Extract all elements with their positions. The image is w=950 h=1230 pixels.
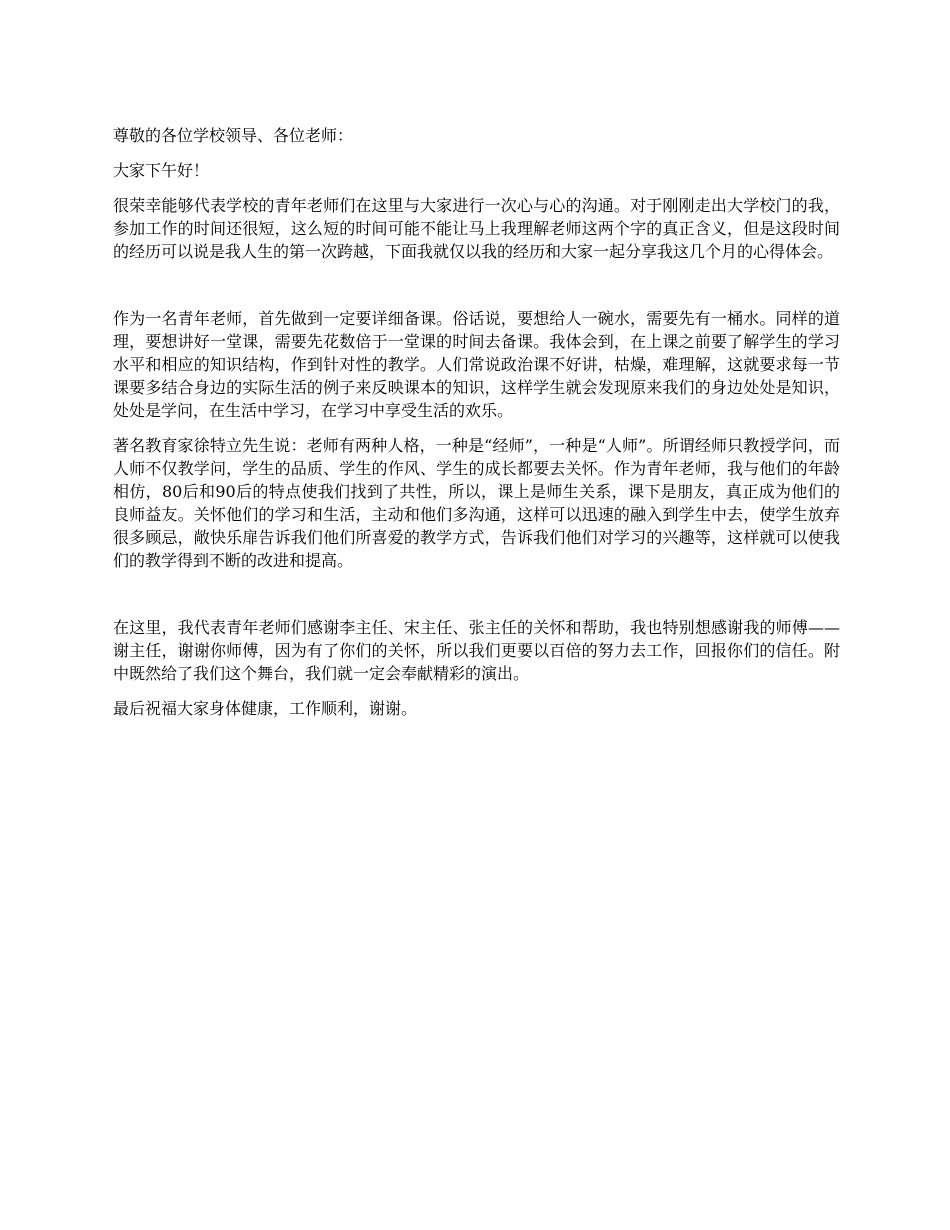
salutation: 尊敬的各位学校领导、各位老师： xyxy=(113,126,354,145)
paragraph-thanks: 在这里，我代表青年老师们感谢李主任、宋主任、张主任的关怀和帮助，我也特别想感谢我的师傅——谢主任，谢谢你师傅，因为有了你们的关怀，所以我们更要以百倍的努力去工作，回报你们的信任。附中既然给了我们这个舞台，我们就一定会奉献精彩的演出。 xyxy=(113,618,840,683)
greeting: 大家下午好！ xyxy=(113,161,210,180)
paragraph-teacher-roles: 著名教育家徐特立先生说：老师有两种人格，一种是“经师”，一种是“人师”。所谓经师只教授学问，而人师不仅教学问，学生的品质、学生的作风、学生的成长都要去关怀。作为青年老师，我与他们的年龄相仿，80后和90后的特点使我们找到了共性，所以，课上是师生关系，课下是朋友，真正成为他们的良师益友。关怀他们的学习和生活，主动和他们多沟通，这样可以迅速的融入到学生中去，使学生放弃很多顾忌，敞快乐扉告诉我们他们所喜爱的教学方式，告诉我们他们对学习的兴趣等，这样就可以使我们的教学得到不断的改进和提高。 xyxy=(113,436,840,570)
closing: 最后祝福大家身体健康，工作顺利，谢谢。 xyxy=(113,699,418,718)
paragraph-lesson-preparation: 作为一名青年老师，首先做到一定要详细备课。俗话说，要想给人一碗水，需要先有一桶水。同样的道理，要想讲好一堂课，需要先花数倍于一堂课的时间去备课。我体会到，在上课之前要了解学生的学习水平和相应的知识结构，作到针对性的教学。人们常说政治课不好讲，枯燥，难理解，这就要求每一节课要多结合身边的实际生活的例子来反映课本的知识，这样学生就会发现原来我们的身边处处是知识，处处是学问，在生活中学习，在学习中享受生活的欢乐。 xyxy=(113,309,840,420)
document-page xyxy=(113,124,840,732)
paragraph-spacer xyxy=(113,275,840,307)
paragraph-spacer xyxy=(113,584,840,616)
paragraph-introduction: 很荣幸能够代表学校的青年老师们在这里与大家进行一次心与心的沟通。对于刚刚走出大学校门的我，参加工作的时间还很短，这么短的时间可能不能让马上我理解老师这两个字的真正含义，但是这段时间的经历可以说是我人生的第一次跨越，下面我就仅以我的经历和大家一起分享我这几个月的心得体会。 xyxy=(113,196,840,261)
